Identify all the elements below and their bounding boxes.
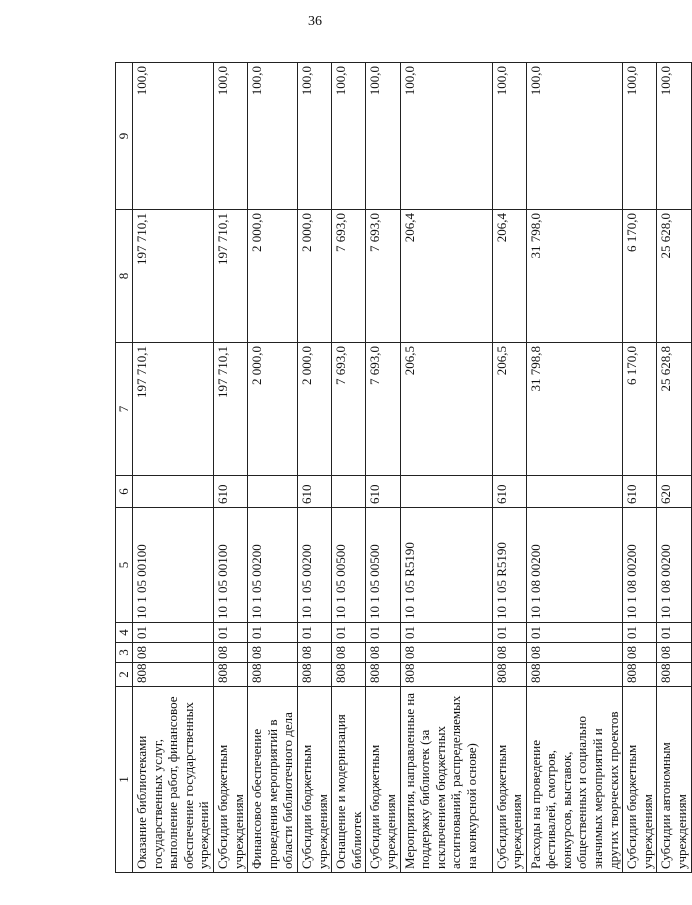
- cell-name: Субсидии бюджетным учреждениям: [366, 687, 400, 873]
- cell-vr: 610: [366, 476, 400, 508]
- cell-pr: 01: [400, 623, 492, 643]
- cell-name: Оснащение и модернизация библиотек: [332, 687, 366, 873]
- cell-ppp: 808: [213, 663, 247, 687]
- cell-plan: 7 693,0: [366, 343, 400, 476]
- cell-percent: 100,0: [133, 63, 214, 210]
- cell-fact: 206,4: [492, 210, 526, 343]
- column-header-4: 4: [116, 623, 133, 643]
- cell-fact: 197 710,1: [213, 210, 247, 343]
- table-row: [133, 63, 214, 873]
- cell-fact: 197 710,1: [133, 210, 214, 343]
- cell-pr: 01: [492, 623, 526, 643]
- cell-fact: 2 000,0: [297, 210, 331, 343]
- cell-percent: 100,0: [623, 63, 657, 210]
- cell-fact: 7 693,0: [332, 210, 366, 343]
- cell-rz: 08: [133, 643, 214, 663]
- cell-name: Расходы на проведение фестивалей, смотров, конкурсов, выставок, общественных и социально значимых мероприятий и других творческих проектов: [526, 687, 623, 873]
- cell-percent: 100,0: [248, 63, 298, 210]
- cell-fact: 31 798,0: [526, 210, 623, 343]
- cell-name: Субсидии бюджетным учреждениям: [213, 687, 247, 873]
- cell-fact: 206,4: [400, 210, 492, 343]
- cell-fact: 7 693,0: [366, 210, 400, 343]
- cell-ppp: 808: [400, 663, 492, 687]
- cell-csr: 10 1 08 00200: [623, 508, 657, 623]
- cell-vr: [526, 476, 623, 508]
- cell-pr: 01: [248, 623, 298, 643]
- cell-percent: 100,0: [366, 63, 400, 210]
- cell-plan: 6 170,0: [623, 343, 657, 476]
- cell-csr: 10 1 08 00200: [526, 508, 623, 623]
- cell-pr: 01: [133, 623, 214, 643]
- rotated-table-wrapper: [115, 63, 690, 873]
- cell-plan: 206,5: [400, 343, 492, 476]
- cell-percent: 100,0: [657, 63, 691, 210]
- cell-plan: 2 000,0: [297, 343, 331, 476]
- cell-csr: 10 1 05 00100: [213, 508, 247, 623]
- cell-name: Субсидии бюджетным учреждениям: [492, 687, 526, 873]
- table-row: [332, 63, 366, 873]
- cell-plan: 2 000,0: [248, 343, 298, 476]
- cell-pr: 01: [297, 623, 331, 643]
- cell-vr: [332, 476, 366, 508]
- table-row: [213, 63, 247, 873]
- budget-table: [115, 62, 692, 873]
- cell-fact: 25 628,0: [657, 210, 691, 343]
- table-row: [248, 63, 298, 873]
- cell-ppp: 808: [526, 663, 623, 687]
- table-row: [297, 63, 331, 873]
- cell-rz: 08: [526, 643, 623, 663]
- cell-csr: 10 1 05 00200: [248, 508, 298, 623]
- cell-ppp: 808: [297, 663, 331, 687]
- cell-rz: 08: [400, 643, 492, 663]
- cell-vr: 610: [492, 476, 526, 508]
- cell-name: Мероприятия, направленные на поддержку библиотек (за исключением бюджетных ассигнований, распределяемых на конкурсной основе): [400, 687, 492, 873]
- column-header-9: 9: [116, 63, 133, 210]
- header-row: [116, 63, 133, 873]
- table-row: [526, 63, 623, 873]
- cell-plan: 197 710,1: [133, 343, 214, 476]
- cell-csr: 10 1 05 R5190: [400, 508, 492, 623]
- cell-ppp: 808: [332, 663, 366, 687]
- cell-vr: [133, 476, 214, 508]
- cell-plan: 206,5: [492, 343, 526, 476]
- column-header-2: 2: [116, 663, 133, 687]
- cell-plan: 7 693,0: [332, 343, 366, 476]
- cell-rz: 08: [248, 643, 298, 663]
- cell-rz: 08: [657, 643, 691, 663]
- cell-percent: 100,0: [492, 63, 526, 210]
- cell-name: Субсидии бюджетным учреждениям: [623, 687, 657, 873]
- cell-ppp: 808: [248, 663, 298, 687]
- cell-percent: 100,0: [400, 63, 492, 210]
- cell-pr: 01: [623, 623, 657, 643]
- cell-ppp: 808: [492, 663, 526, 687]
- cell-name: Субсидии бюджетным учреждениям: [297, 687, 331, 873]
- cell-vr: [248, 476, 298, 508]
- page-number: 36: [308, 14, 322, 29]
- column-header-6: 6: [116, 476, 133, 508]
- column-header-5: 5: [116, 508, 133, 623]
- cell-rz: 08: [213, 643, 247, 663]
- cell-rz: 08: [492, 643, 526, 663]
- cell-ppp: 808: [366, 663, 400, 687]
- cell-percent: 100,0: [213, 63, 247, 210]
- cell-percent: 100,0: [332, 63, 366, 210]
- cell-csr: 10 1 05 R5190: [492, 508, 526, 623]
- table-body: [133, 63, 692, 873]
- column-header-1: 1: [116, 687, 133, 873]
- cell-csr: 10 1 05 00500: [332, 508, 366, 623]
- cell-fact: 6 170,0: [623, 210, 657, 343]
- cell-vr: 620: [657, 476, 691, 508]
- cell-percent: 100,0: [297, 63, 331, 210]
- cell-ppp: 808: [623, 663, 657, 687]
- column-header-7: 7: [116, 343, 133, 476]
- table-row: [400, 63, 492, 873]
- cell-pr: 01: [657, 623, 691, 643]
- cell-pr: 01: [366, 623, 400, 643]
- cell-name: Субсидии автономным учреждениям: [657, 687, 691, 873]
- cell-vr: 610: [213, 476, 247, 508]
- cell-fact: 2 000,0: [248, 210, 298, 343]
- cell-name: Оказание библиотеками государственных услуг, выполнение работ, финансовое обеспечение государственных учреждений: [133, 687, 214, 873]
- cell-rz: 08: [623, 643, 657, 663]
- cell-plan: 25 628,8: [657, 343, 691, 476]
- cell-csr: 10 1 08 00200: [657, 508, 691, 623]
- cell-percent: 100,0: [526, 63, 623, 210]
- cell-plan: 197 710,1: [213, 343, 247, 476]
- cell-rz: 08: [332, 643, 366, 663]
- table-row: [657, 63, 691, 873]
- table-row: [492, 63, 526, 873]
- cell-ppp: 808: [657, 663, 691, 687]
- cell-vr: [400, 476, 492, 508]
- cell-pr: 01: [213, 623, 247, 643]
- cell-name: Финансовое обеспечение проведения мероприятий в области библиотечного дела: [248, 687, 298, 873]
- column-header-8: 8: [116, 210, 133, 343]
- cell-plan: 31 798,8: [526, 343, 623, 476]
- cell-pr: 01: [332, 623, 366, 643]
- cell-rz: 08: [297, 643, 331, 663]
- cell-ppp: 808: [133, 663, 214, 687]
- column-header-3: 3: [116, 643, 133, 663]
- cell-vr: 610: [623, 476, 657, 508]
- table-row: [366, 63, 400, 873]
- table-row: [623, 63, 657, 873]
- cell-vr: 610: [297, 476, 331, 508]
- cell-csr: 10 1 05 00500: [366, 508, 400, 623]
- cell-csr: 10 1 05 00100: [133, 508, 214, 623]
- cell-pr: 01: [526, 623, 623, 643]
- cell-csr: 10 1 05 00200: [297, 508, 331, 623]
- cell-rz: 08: [366, 643, 400, 663]
